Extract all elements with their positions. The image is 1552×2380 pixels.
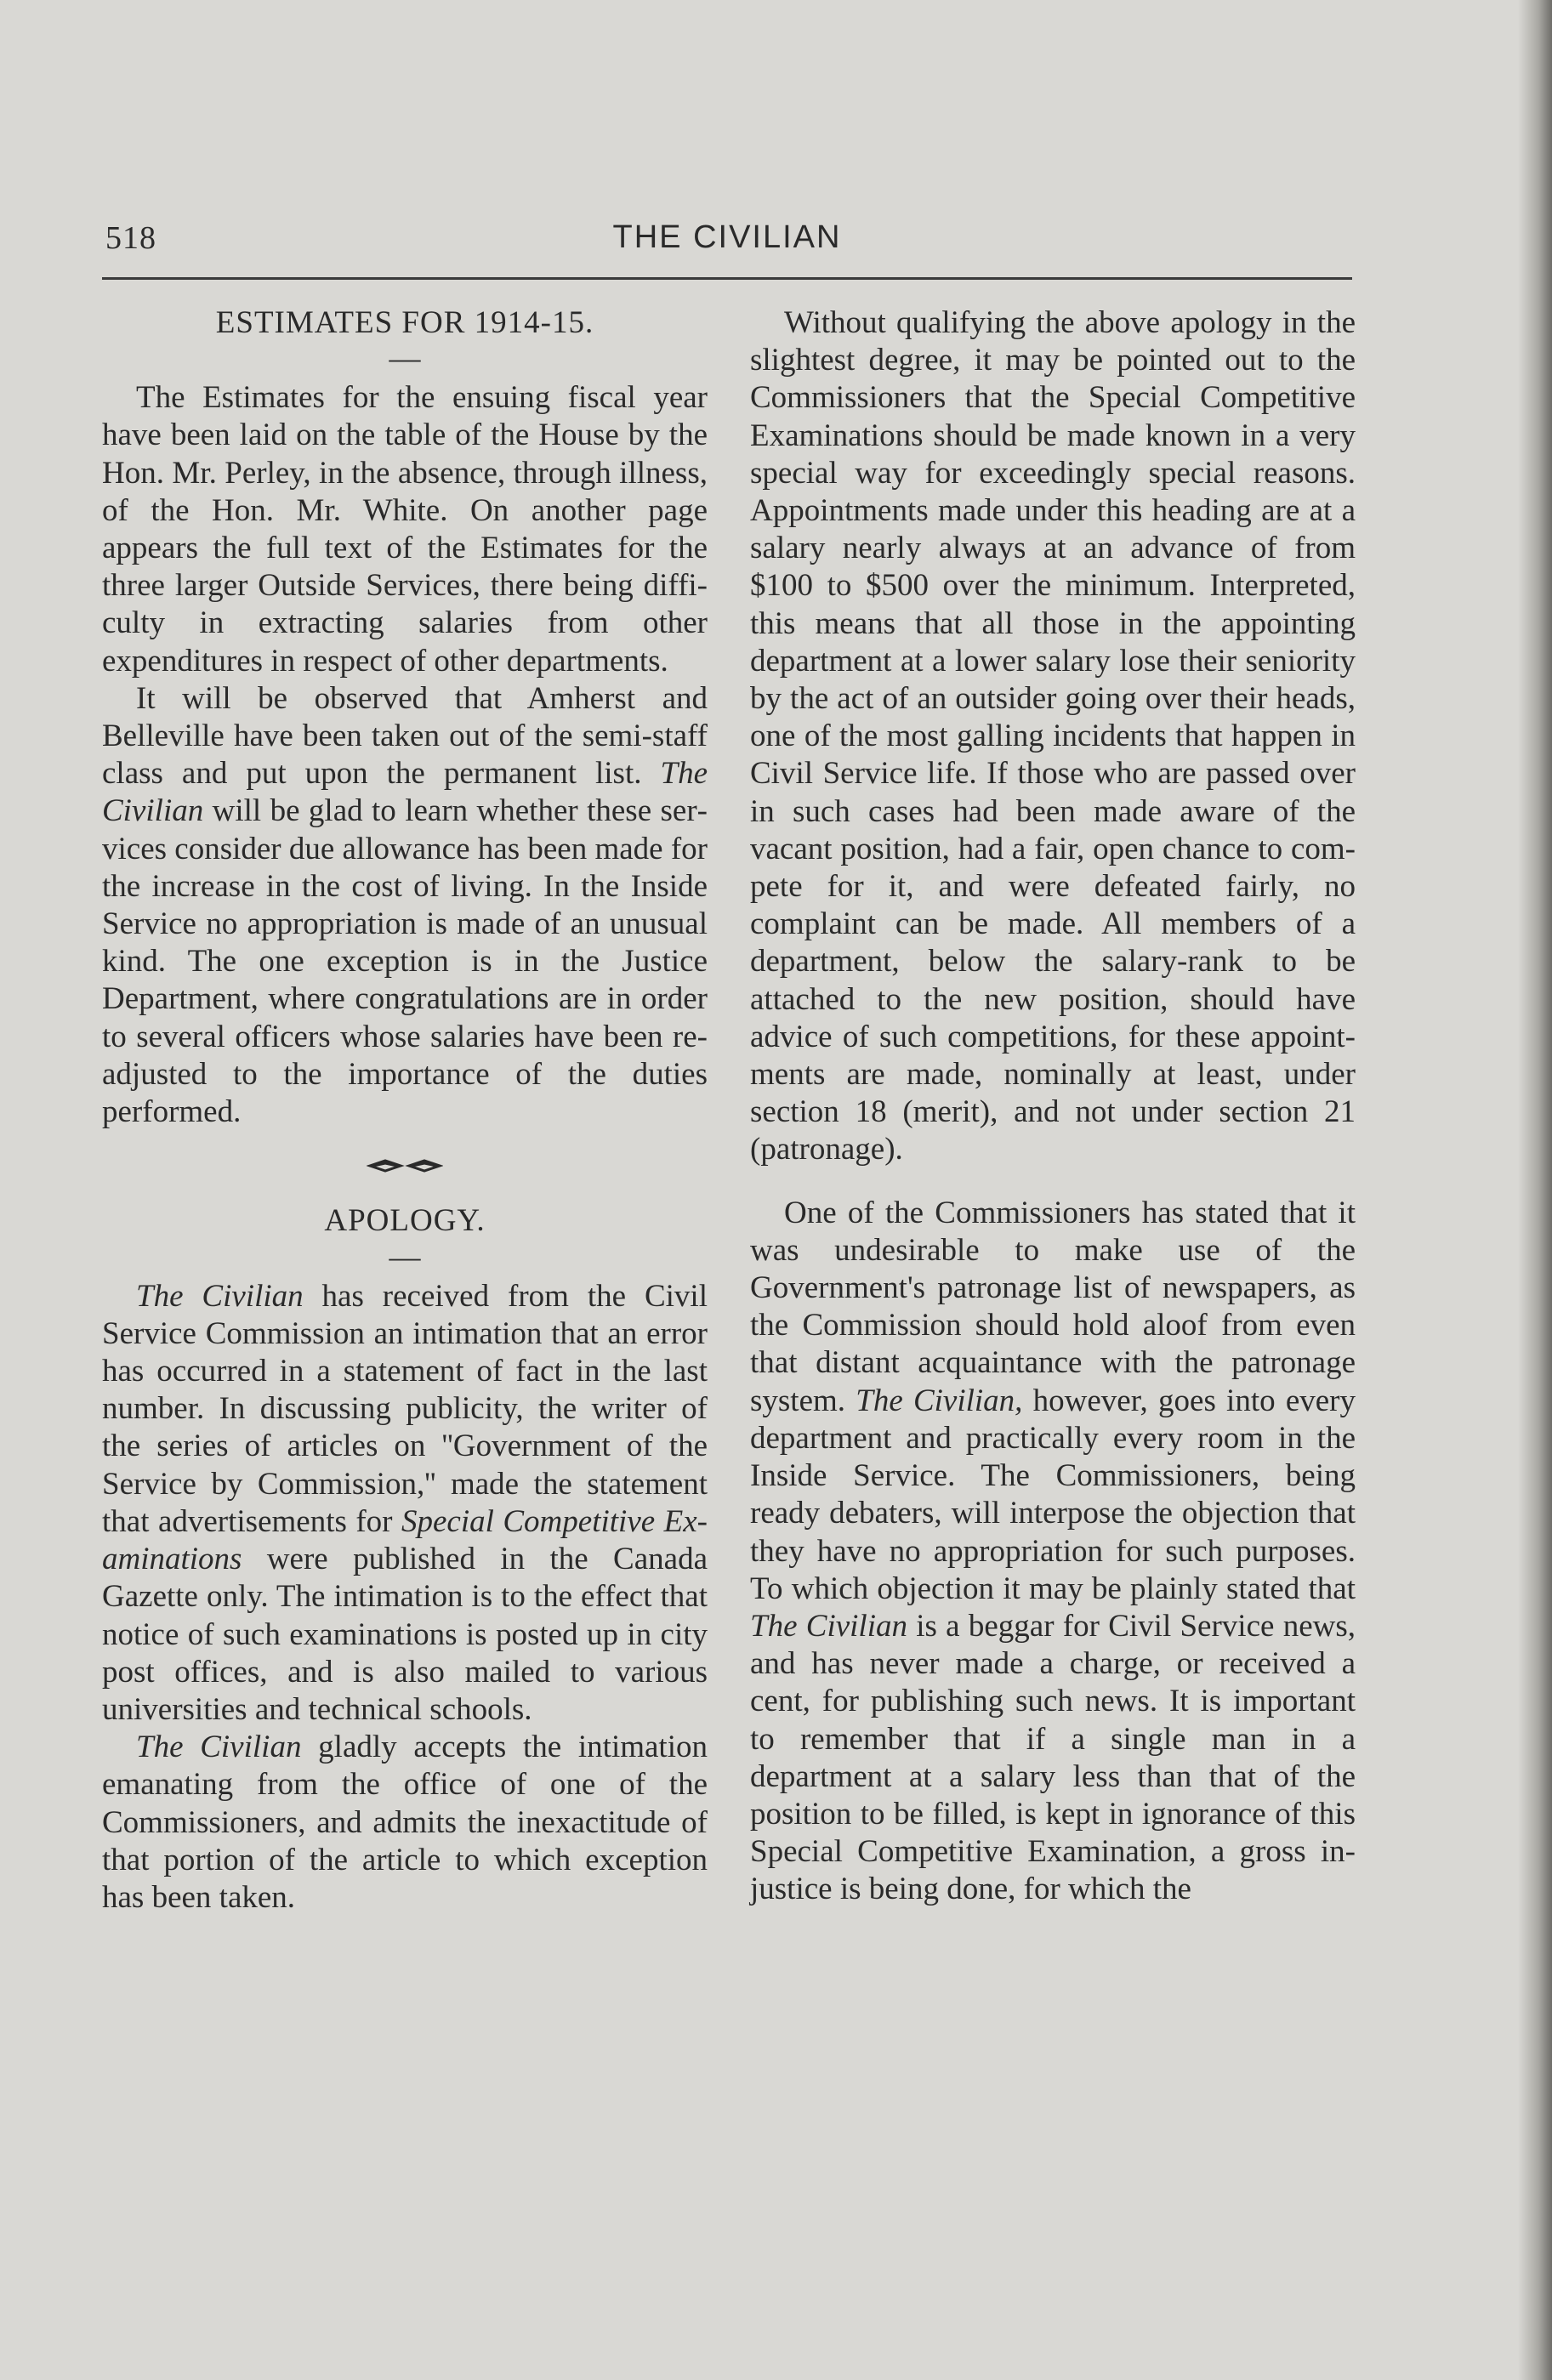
apology-p1-italic-2: Special Competitive Examinations xyxy=(102,1503,708,1577)
header-rule xyxy=(102,277,1352,280)
apology-dash: — xyxy=(389,1239,421,1275)
estimates-p2-text-b: will be glad to learn whether these services consider due allowance has been made for the increase in the cost of living. In the Inside Service no appropriation is made of an unusual kind. The one exception is in the Justice Department, where congratulations are in order to several officers whose salaries have been readjusted to the importance of the duties performed. xyxy=(102,793,708,1130)
left-column xyxy=(102,304,708,1917)
ornament-icon xyxy=(367,1156,443,1178)
apology-p1-italic: The Civilian xyxy=(136,1278,304,1314)
apology-p2-text: gladly accepts the intimation emanating from the office of one of the Commissioners, and admits the inexactitude of that portion of the article to which exception has been taken. xyxy=(102,1730,708,1915)
paragraph-gap xyxy=(750,1169,1356,1195)
right-p2-italic-2: The Civilian xyxy=(750,1608,907,1644)
estimates-paragraph-2 xyxy=(102,680,708,1131)
estimates-p2-italic: The Civilian xyxy=(102,756,708,829)
right-p2-italic: The Civilian, xyxy=(856,1383,1023,1418)
page-number: 518 xyxy=(105,220,156,256)
estimates-heading: ESTIMATES FOR 1914-15. xyxy=(215,305,594,340)
page-edge-shadow xyxy=(1518,0,1552,2380)
apology-paragraph-1 xyxy=(102,1278,708,1729)
apology-p1-text-a: has received from the Civil Service Commission an intimation that an error has occurred in a statement of fact in the last number. In discussing publicity, the writer of the series of articles on ''Government of the Service by Commission,'' made the statement that advertisements for xyxy=(102,1278,708,1539)
right-p2-text-b: however, goes into every department and practically every room in the Inside Service. The Commissioners, being ready debaters, will interpose the objection that they have no appropriation for such purposes. To which objection it may be plainly stated that xyxy=(750,1383,1356,1606)
right-p2-text-a: One of the Commissioners has stated that it was undesirable to make use of the Government's patronage list of newspapers, as the Commission should hold aloof from even that distant acquaintance with the patronage system. xyxy=(750,1195,1356,1418)
estimates-dash: — xyxy=(389,341,421,377)
apology-p2-italic: The Civilian xyxy=(136,1730,302,1765)
page-header xyxy=(102,219,1352,270)
estimates-paragraph-1: The Estimates for the ensuing fiscal year have been laid on the table of the House by the Hon. Mr. Perley, in the absence, through illness, of the Hon. Mr. White. On another page appears the full text of the Estimates for the three larger Outside Services, there being difficulty in extracting salaries from other expenditures in respect of other departments. xyxy=(102,380,708,679)
estimates-p2-text-a: It will be observed that Amherst and Belleville have been taken out of the semi-staff class and put upon the permanent list. xyxy=(102,680,708,792)
running-title: THE CIVILIAN xyxy=(612,219,842,255)
right-paragraph-2 xyxy=(750,1195,1356,1909)
right-p2-text-c: is a beggar for Civil Service news, and has never made a charge, or received a cent, for publishing such news. It is important to remember that if a single man in a department at a salary less than that of the position to be filled, is kept in ignorance of this Special Competitive Examination, a gross injustice is being done, for which the xyxy=(750,1608,1356,1907)
apology-heading: APOLOGY. xyxy=(324,1203,486,1239)
apology-paragraph-2 xyxy=(102,1729,708,1917)
apology-p1-text-b: were published in the Canada Gazette only. The intimation is to the effect that notice of such examinations is posted up in city post offices, and is also mailed to various universities and technical schools. xyxy=(102,1542,708,1727)
section-ornament xyxy=(102,1150,708,1187)
right-column xyxy=(750,304,1356,1909)
right-paragraph-1: Without qualifying the above apology in the slightest degree, it may be pointed out to the Commissioners that the Special Competitive Examinations should be made known in a very special way for exceedingly special reasons. Appointments made under this heading are at a salary nearly always at an advance of from $100 to $500 over the minimum. Interpreted, this means that all those in the appointing department at a lower salary lose their seniority by the act of an outsider going over their heads, one of the most galling incidents that happen in Civil Service life. If those who are passed over in such cases had been made aware of the vacant position, had a fair, open chance to compete for it, and were defeated fairly, no complaint can be made. All members of a department, below the salary-rank to be attached to the new position, should have advice of such competitions, for these appointments are made, nominally at least, under section 18 (merit), and not under section 21 (patronage). xyxy=(750,305,1356,1167)
